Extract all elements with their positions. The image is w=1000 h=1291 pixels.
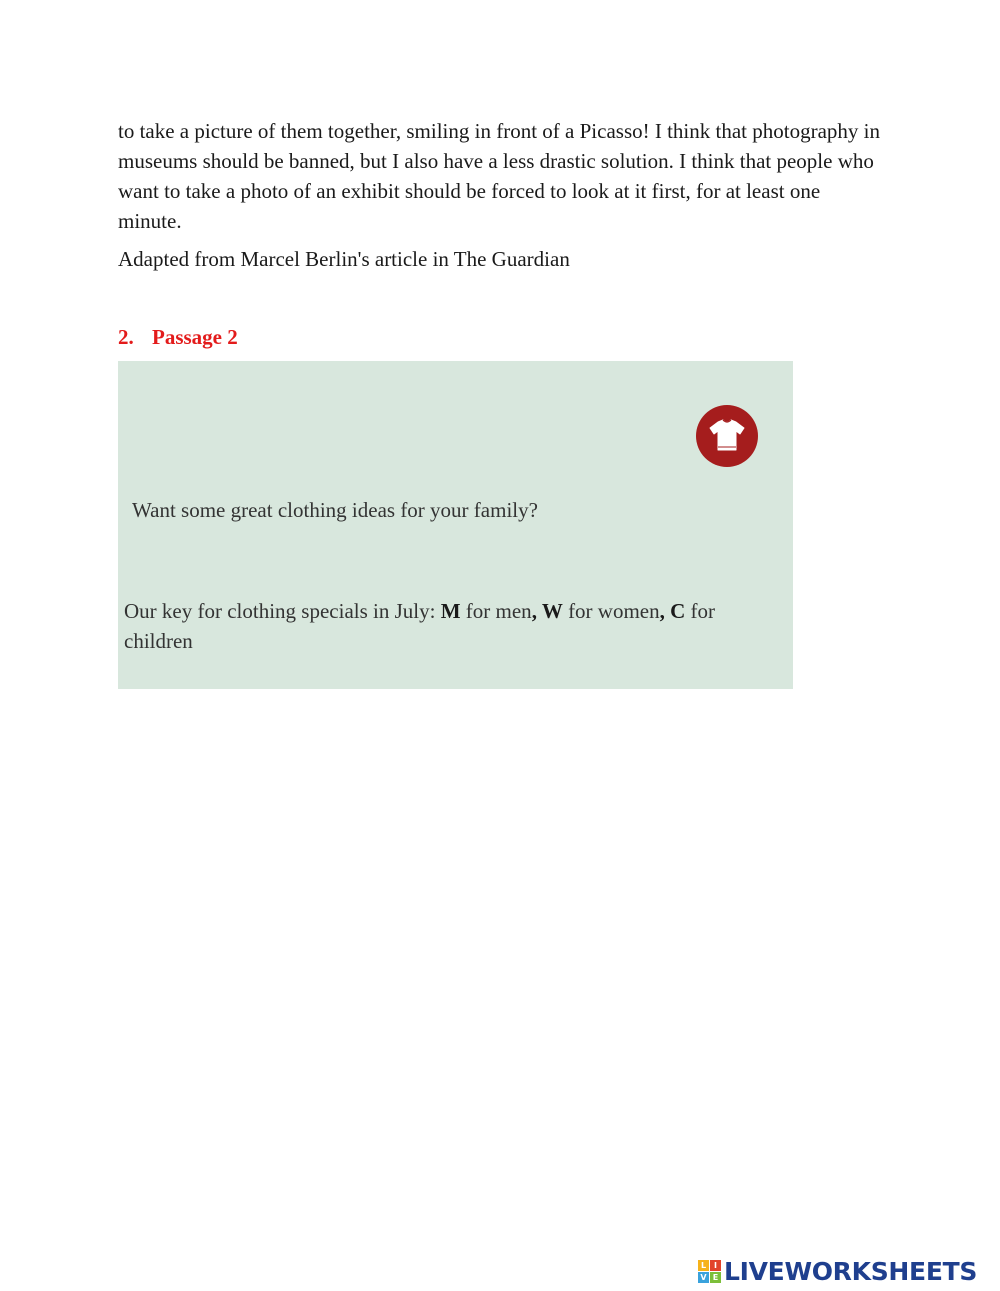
passage-title: Passage 2 (152, 325, 238, 349)
key-letter-w: W (541, 599, 563, 623)
clothing-ad-box (118, 361, 793, 689)
key-letter-m: M (440, 599, 461, 623)
passage-number: 2. (118, 325, 134, 349)
logo-letter: L (698, 1260, 709, 1271)
logo-letter: I (710, 1260, 721, 1271)
logo-text: LIVEWORKSHEETS (724, 1256, 978, 1286)
key-men-label: for men (460, 599, 532, 623)
key-intro: Our key for clothing specials in July: (124, 599, 441, 623)
logo-letter: V (698, 1272, 709, 1283)
liveworksheets-logo (698, 1257, 977, 1285)
key-separator: , (659, 599, 671, 623)
logo-letter: E (710, 1272, 721, 1283)
key-women-label: for women (562, 599, 660, 623)
ad-question: Want some great clothing ideas for your family? (132, 498, 538, 522)
key-separator: , (531, 599, 542, 623)
passage-2-heading (118, 322, 238, 352)
passage-1-paragraph: to take a picture of them together, smiling in front of a Picasso! I think that photography in museums should be banned, but I also have a less drastic solution. I think that people who want to take a photo of an exhibit should be forced to look at it first, for at least one minute. (118, 119, 880, 233)
logo-blocks-icon (698, 1260, 721, 1283)
key-letter-c: C (670, 599, 686, 623)
t-shirt-icon (696, 405, 758, 467)
source-attribution: Adapted from Marcel Berlin's article in The Guardian (118, 247, 570, 271)
key-children-label: for children (124, 599, 716, 653)
clothing-key (124, 596, 784, 656)
